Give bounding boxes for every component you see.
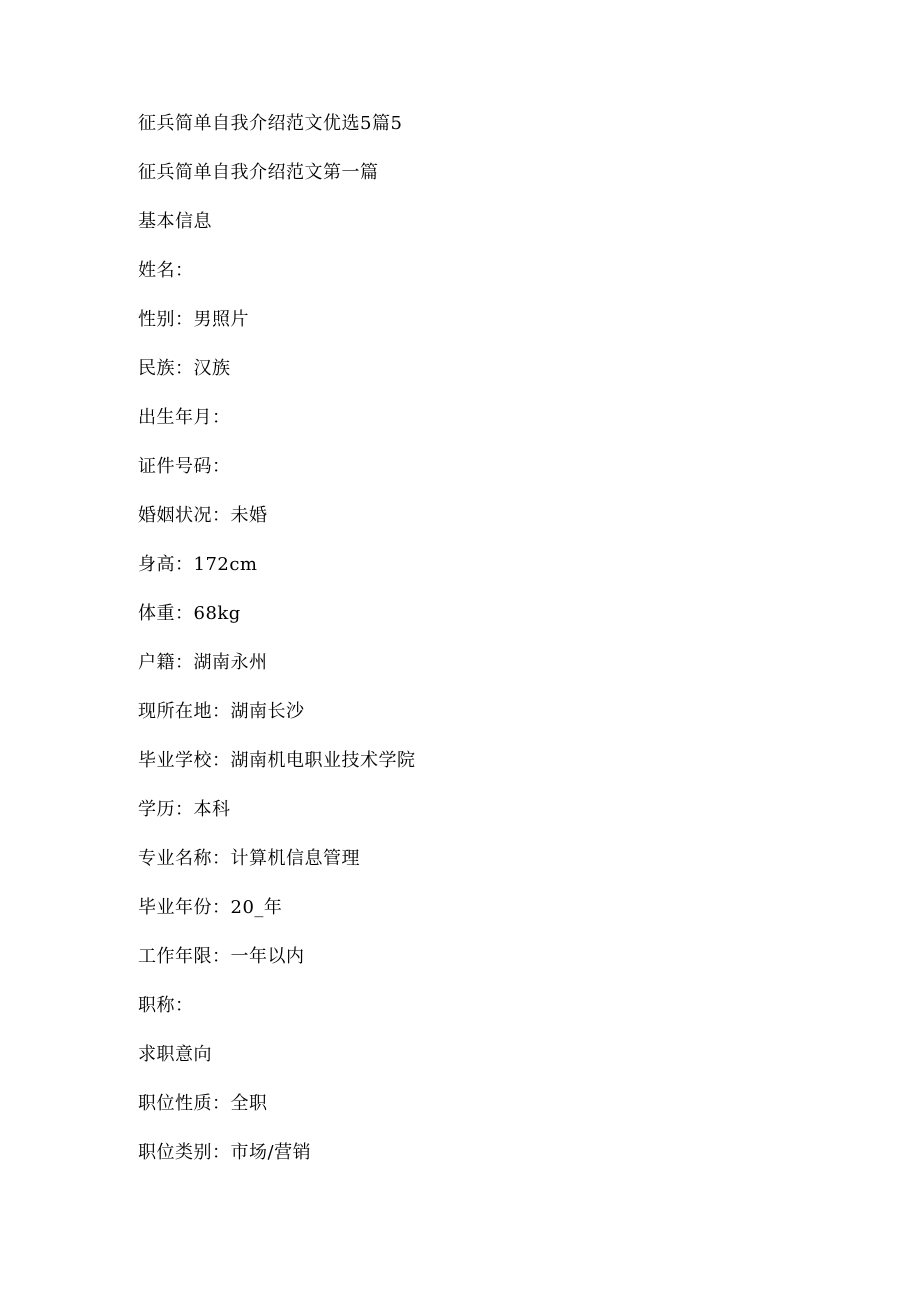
field-marital-status: 婚姻状况：未婚 (138, 505, 268, 526)
section-heading-basic-info: 基本信息 (138, 211, 212, 232)
field-name: 姓名： (138, 260, 194, 281)
field-birth-date: 出生年月： (138, 407, 231, 428)
field-gender: 性别：男照片 (138, 309, 249, 330)
field-weight: 体重：68kg (138, 603, 241, 624)
field-ethnicity: 民族：汉族 (138, 358, 231, 379)
field-major: 专业名称：计算机信息管理 (138, 848, 360, 869)
field-id-number: 证件号码： (138, 456, 231, 477)
document-title: 征兵简单自我介绍范文优选5篇5 (138, 113, 403, 134)
field-school: 毕业学校：湖南机电职业技术学院 (138, 750, 416, 771)
field-hometown: 户籍：湖南永州 (138, 652, 268, 673)
field-current-location: 现所在地：湖南长沙 (138, 701, 305, 722)
field-work-years: 工作年限：一年以内 (138, 946, 305, 967)
article-heading: 征兵简单自我介绍范文第一篇 (138, 162, 379, 183)
field-education: 学历：本科 (138, 799, 231, 820)
field-graduation-year: 毕业年份：20_年 (138, 897, 283, 918)
field-job-category: 职位类别：市场/营销 (138, 1142, 312, 1163)
field-height: 身高：172cm (138, 554, 258, 575)
section-heading-job-intent: 求职意向 (138, 1044, 212, 1065)
field-job-type: 职位性质：全职 (138, 1093, 268, 1114)
field-title: 职称： (138, 995, 194, 1016)
